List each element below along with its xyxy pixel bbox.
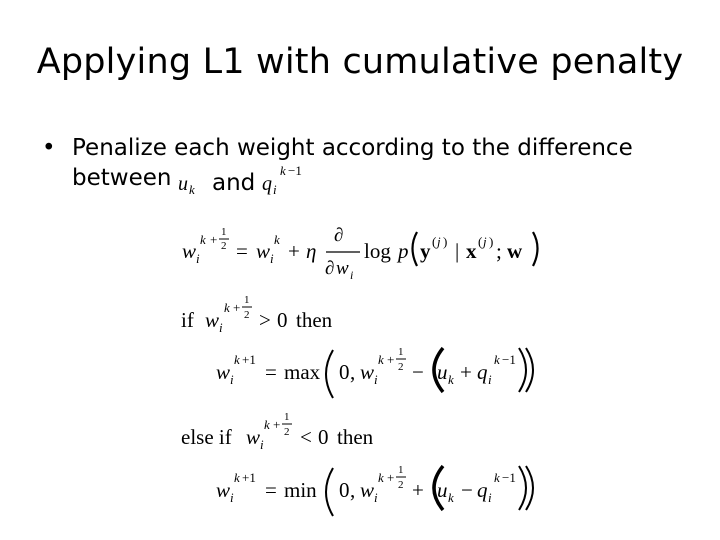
bullet-word-between: between [72,165,172,191]
then-keyword-2: then [337,425,374,449]
svg-text:w: w [246,425,261,449]
svg-text:k: k [280,163,286,178]
svg-text:): ) [489,234,494,249]
svg-text:i: i [219,320,223,335]
svg-text:+1: +1 [242,470,256,485]
svg-text:η: η [306,239,317,263]
svg-text:k: k [378,470,384,485]
svg-text:−: − [412,360,424,384]
svg-text:q: q [477,360,488,384]
svg-text:u: u [437,360,448,384]
svg-text:k: k [189,182,195,197]
svg-text:−: − [461,478,473,502]
svg-text:i: i [260,437,264,452]
svg-text:+: + [288,239,300,263]
svg-text:w: w [216,478,231,502]
svg-text:k: k [200,232,206,247]
inline-math-qi [262,163,302,197]
svg-text:1: 1 [244,294,250,306]
condition-else-if [181,411,374,452]
svg-text:0: 0 [339,360,350,384]
svg-text:−1: −1 [288,163,302,178]
svg-text:+: + [210,232,218,247]
then-keyword-1: then [296,308,333,332]
svg-text:−1: −1 [502,470,516,485]
svg-text:w: w [360,478,375,502]
svg-text:=: = [265,360,277,384]
svg-text:2: 2 [244,309,250,321]
equation-max-clip [216,346,533,398]
svg-text:k: k [448,372,454,387]
svg-text:i: i [488,372,492,387]
svg-text:w: w [256,239,271,263]
svg-text:w: w [360,360,375,384]
svg-text:+1: +1 [242,352,256,367]
svg-text:i: i [374,372,378,387]
svg-text:0: 0 [339,478,350,502]
svg-text:i: i [488,490,492,505]
svg-text:−1: −1 [502,352,516,367]
svg-text:i: i [350,268,354,282]
max-word: max [284,360,321,384]
svg-text:0: 0 [318,425,329,449]
svg-text:1: 1 [284,411,290,423]
bullet-word-and: and [212,170,256,196]
svg-text:i: i [374,490,378,505]
svg-text:i: i [270,251,274,266]
svg-text:+: + [460,360,472,384]
svg-text:k: k [234,352,240,367]
log-word: log [364,239,391,263]
svg-text:w: w [216,360,231,384]
svg-text:;: ; [496,239,502,263]
svg-text:q: q [477,478,488,502]
condition-if [181,294,333,335]
svg-text:w: w [205,308,220,332]
svg-text:w: w [336,258,349,279]
svg-text:i: i [230,490,234,505]
svg-text:,: , [350,360,356,384]
inline-math-uk [178,173,195,197]
svg-text:k: k [448,490,454,505]
svg-text:k: k [378,352,384,367]
svg-text:<: < [300,425,312,449]
svg-text:2: 2 [284,426,290,438]
svg-text:=: = [265,478,277,502]
svg-text:k: k [274,232,280,247]
svg-text:y: y [420,239,431,263]
min-word: min [284,478,317,502]
svg-text:=: = [236,239,248,263]
svg-text:∂: ∂ [325,258,335,279]
svg-text:u: u [178,173,188,195]
svg-text:i: i [230,372,234,387]
svg-text:2: 2 [221,240,227,252]
svg-text:k: k [494,470,500,485]
svg-text:k: k [494,352,500,367]
svg-text:q: q [262,173,272,195]
svg-text:+: + [412,478,424,502]
svg-text:+: + [387,352,395,367]
svg-text:2: 2 [398,479,404,491]
svg-text:u: u [437,478,448,502]
svg-text:(: ( [432,234,437,249]
equation-min-clip [216,464,533,516]
svg-text:∂: ∂ [334,225,344,246]
svg-text:k: k [264,417,270,432]
svg-text:,: , [350,478,356,502]
equation-update-step [182,225,538,282]
svg-text:w: w [507,239,523,263]
svg-text:0: 0 [277,308,288,332]
svg-text:+: + [273,417,281,432]
svg-text:p: p [398,239,409,263]
svg-text:k: k [224,300,230,315]
svg-text:j: j [483,234,487,249]
svg-text:w: w [182,239,197,263]
svg-text:|: | [455,239,460,263]
svg-text:k: k [234,470,240,485]
svg-text:i: i [273,182,277,197]
bullet-marker: • [42,135,56,161]
svg-text:+: + [233,300,241,315]
svg-text:1: 1 [221,226,227,238]
slide-title: Applying L1 with cumulative penalty [36,42,684,82]
bullet-text-line1: Penalize each weight according to the difference [72,135,633,161]
svg-text:+: + [387,470,395,485]
svg-text:1: 1 [398,464,404,476]
if-keyword: if [181,308,194,332]
svg-text:i: i [196,251,200,266]
svg-text:(: ( [478,234,483,249]
svg-text:): ) [443,234,448,249]
svg-text:1: 1 [398,346,404,358]
svg-text:>: > [259,308,271,332]
else-if-keyword: else if [181,425,232,449]
svg-text:x: x [466,239,477,263]
svg-text:2: 2 [398,361,404,373]
svg-text:j: j [437,234,441,249]
